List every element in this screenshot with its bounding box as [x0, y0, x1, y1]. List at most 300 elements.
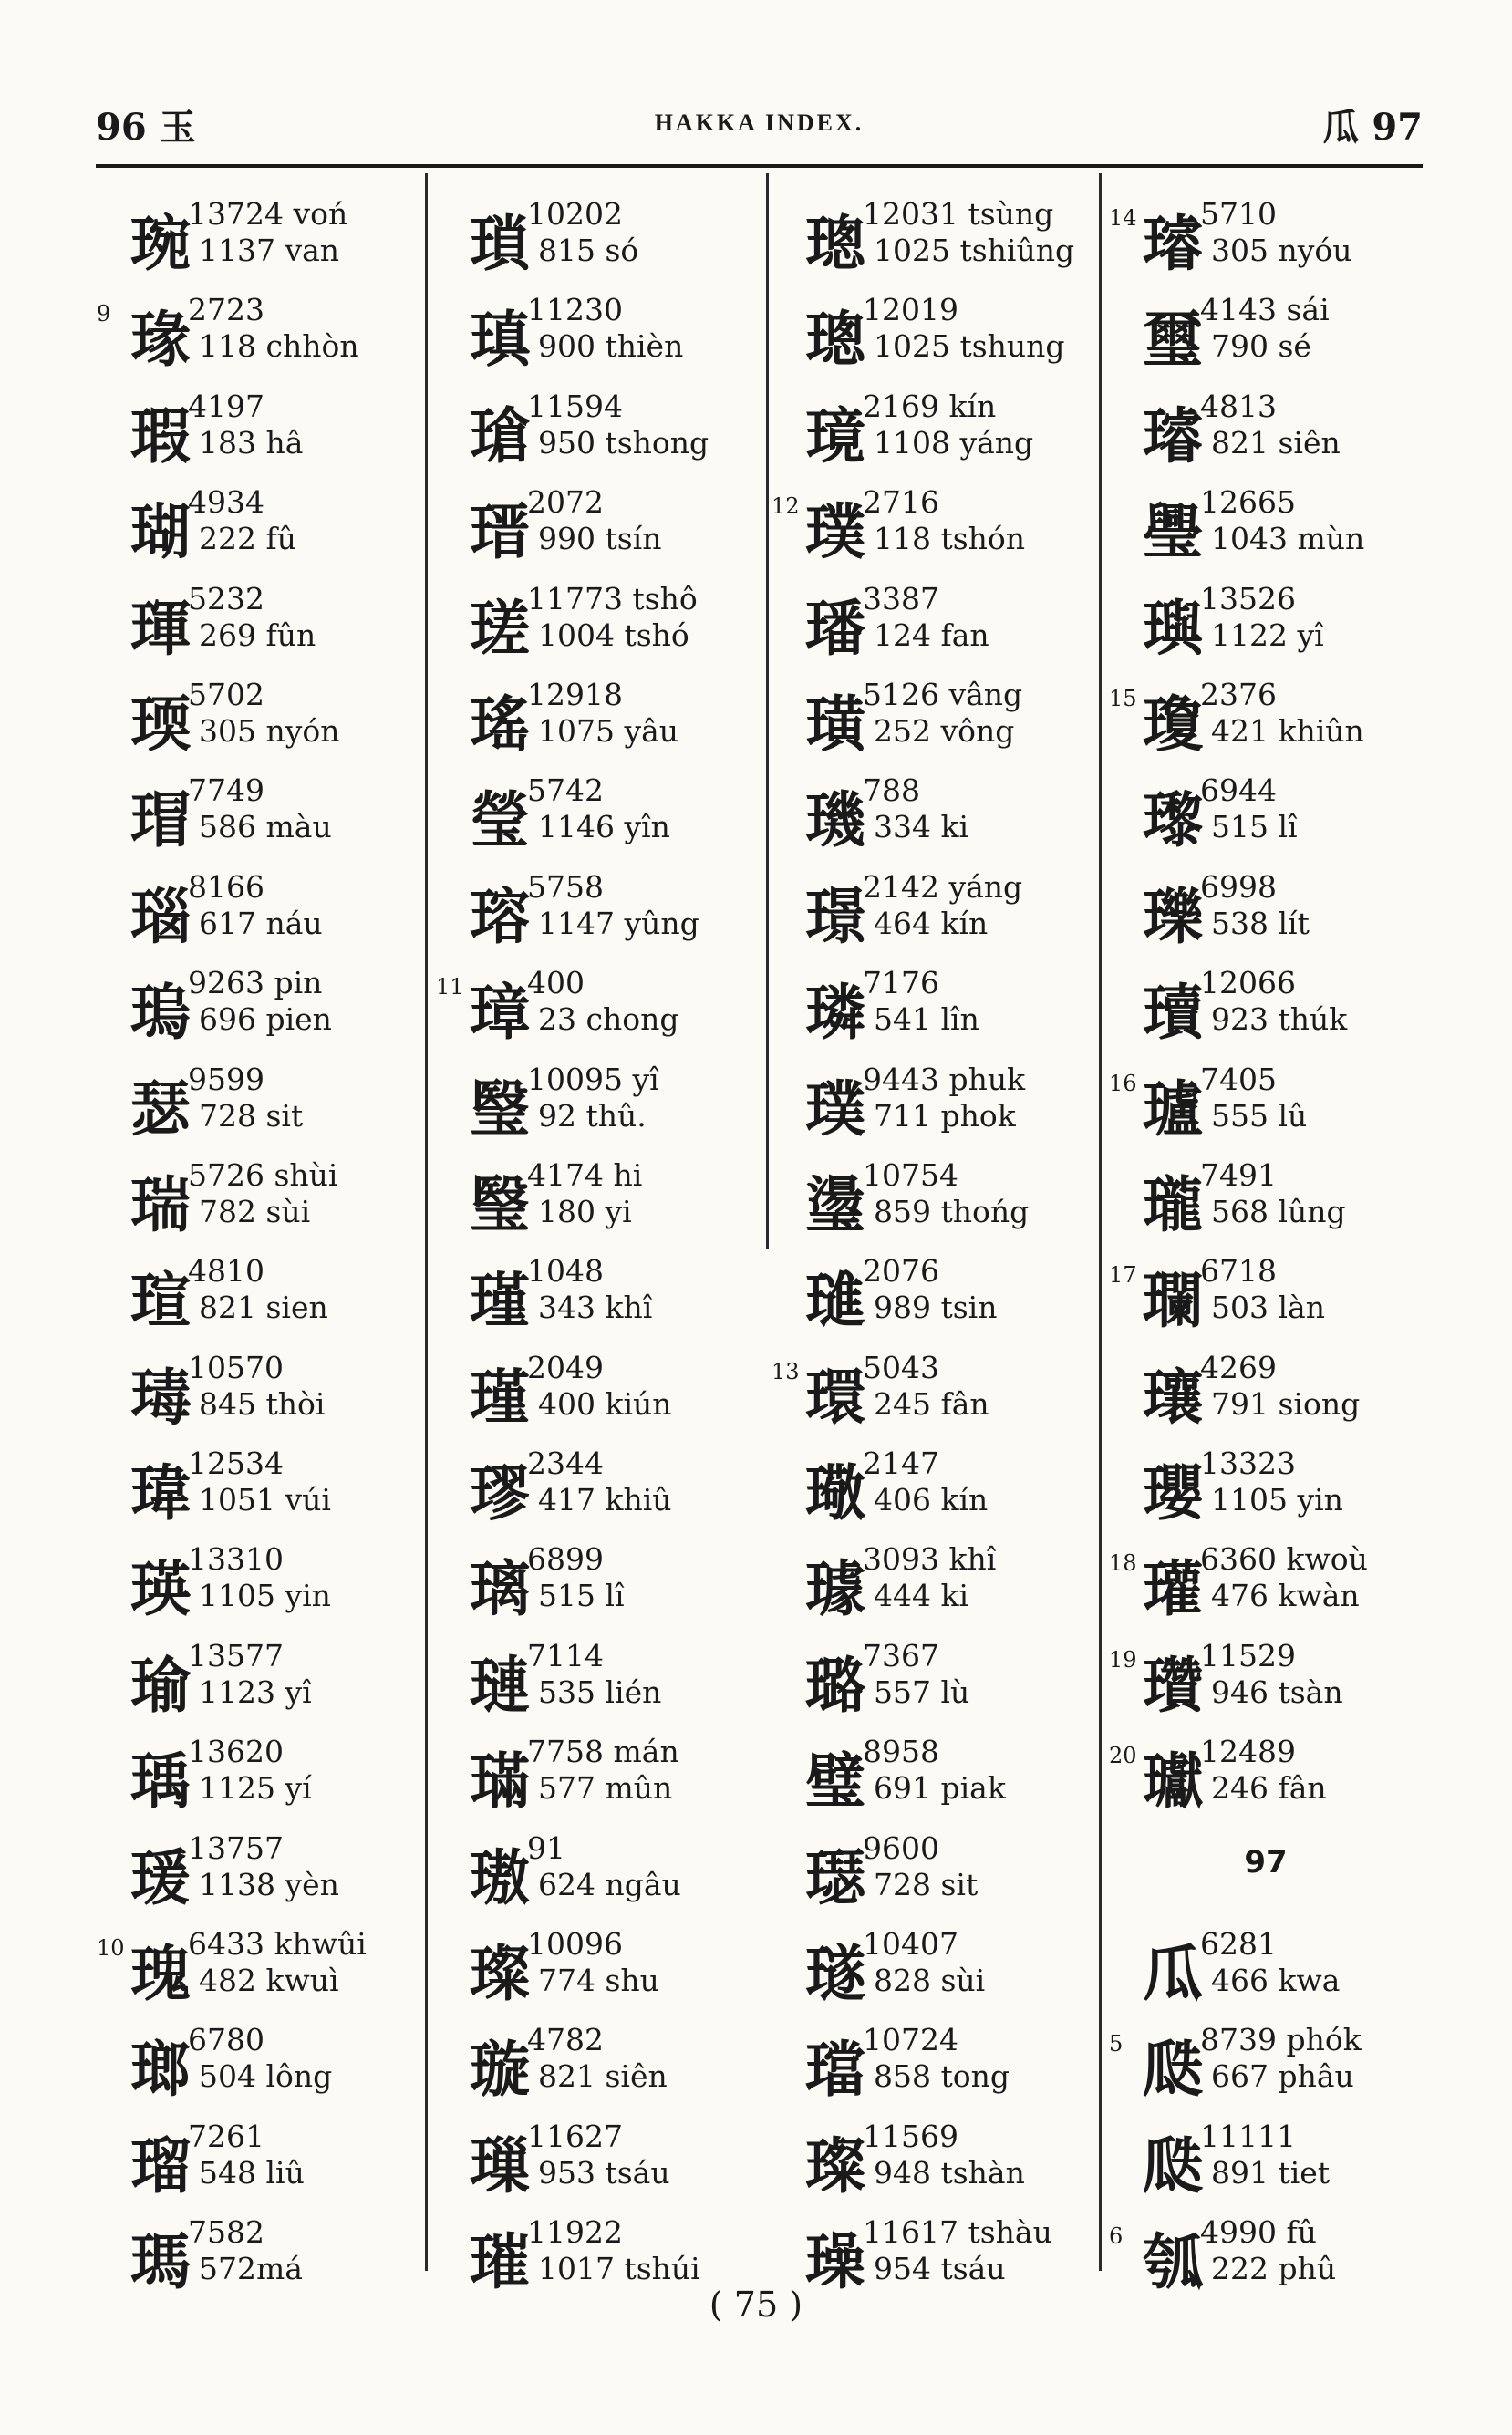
index-entry — [773, 1148, 1093, 1244]
entry-line-2: 466 kwa — [1211, 1963, 1341, 1999]
character: 琿 — [130, 593, 191, 664]
character: 璄 — [805, 400, 865, 471]
index-entry — [98, 1244, 418, 1340]
character: 瑾 — [470, 1266, 530, 1337]
entry-line-2: 183 hâ — [199, 424, 304, 461]
entry-line-1: 12031 tsùng — [863, 196, 1054, 232]
entry-line-1: 13577 — [188, 1637, 284, 1673]
entry-line-2: 858 tong — [874, 2058, 1010, 2095]
index-entry — [773, 2109, 1093, 2205]
entry-line-1: 11922 — [527, 2214, 623, 2251]
index-entry — [773, 763, 1093, 859]
entry-line-2: 180 yi — [538, 1193, 632, 1229]
index-entry — [438, 668, 757, 763]
character: 璁 — [805, 209, 865, 279]
entry-line-2: 334 ki — [874, 809, 969, 845]
entry-line-1: 2376 — [1200, 676, 1277, 712]
entry-line-2: 568 lûng — [1211, 1193, 1346, 1229]
entry-line-1: 10570 — [188, 1349, 284, 1385]
entry-line-2: 92 thû. — [538, 1097, 647, 1134]
character: 瑩 — [470, 785, 530, 856]
stroke-count: 5 — [1109, 2031, 1124, 2057]
entry-line-1: 13323 — [1200, 1445, 1296, 1482]
header-rule — [96, 164, 1423, 168]
entry-line-1: 2142 yáng — [863, 868, 1023, 905]
index-entry — [1111, 1532, 1421, 1628]
stroke-count: 15 — [1109, 685, 1137, 711]
page-footer-number: ( 75 ) — [709, 2285, 803, 2325]
entry-line-2: 1125 yí — [199, 1770, 312, 1807]
entry-line-2: 118 tshón — [874, 521, 1026, 557]
entry-line-1: 9263 pin — [188, 965, 323, 1001]
character: 璿 — [1143, 209, 1203, 279]
entry-line-1: 7749 — [188, 772, 264, 809]
index-entry — [773, 283, 1093, 378]
index-column — [98, 187, 418, 2302]
character: 璃 — [470, 1554, 530, 1625]
index-entry — [773, 1341, 1093, 1436]
index-entry — [1111, 187, 1421, 283]
entry-line-1: 6899 — [527, 1541, 604, 1578]
character: 瑄 — [130, 1266, 191, 1337]
character: 瑛 — [130, 1554, 191, 1625]
entry-line-1: 5126 vâng — [863, 676, 1023, 712]
index-entry — [1111, 1148, 1421, 1244]
entry-line-2: 1051 vúi — [199, 1482, 331, 1518]
entry-line-1: 8739 phók — [1200, 2022, 1362, 2058]
stroke-count: 12 — [772, 493, 800, 520]
stroke-count: 14 — [1109, 205, 1137, 231]
entry-line-2: 400 kiún — [538, 1385, 672, 1422]
entry-line-1: 6281 — [1200, 1926, 1277, 1963]
index-entry — [98, 1436, 418, 1532]
entry-line-1: 11594 — [527, 388, 623, 424]
index-entry — [438, 2109, 757, 2205]
entry-line-1: 12918 — [527, 676, 623, 712]
index-entry — [438, 1148, 757, 1244]
entry-line-2: 577 mûn — [538, 1770, 673, 1807]
entry-line-1: 4269 — [1200, 1349, 1277, 1385]
entry-line-1: 3093 khî — [863, 1541, 997, 1578]
entry-line-2: 444 ki — [874, 1578, 969, 1614]
entry-line-2: 222 fû — [199, 521, 296, 557]
entry-line-1: 12534 — [188, 1445, 284, 1482]
entry-line-1: 400 — [527, 965, 585, 1001]
index-entry — [438, 1629, 757, 1725]
index-entry — [773, 379, 1093, 475]
character: 瓖 — [1143, 1362, 1203, 1433]
entry-line-1: 5726 shùi — [188, 1156, 338, 1193]
index-entry — [773, 1052, 1093, 1148]
entry-line-2: 1017 tshúi — [538, 2251, 700, 2287]
character: 瓞 — [1143, 2035, 1203, 2106]
character: 璆 — [470, 1458, 530, 1529]
entry-line-1: 2344 — [527, 1445, 604, 1482]
character: 璀 — [470, 2227, 530, 2298]
index-entry — [98, 1532, 418, 1628]
stroke-count: 6 — [1109, 2223, 1124, 2250]
entry-line-2: 1105 yin — [199, 1578, 331, 1614]
entry-line-1: 4810 — [188, 1253, 264, 1290]
entry-line-1: 10096 — [527, 1926, 623, 1963]
character: 璅 — [470, 2130, 530, 2202]
entry-line-2: 504 lông — [199, 2058, 333, 2095]
header-left-page-number: 96 玉 — [96, 106, 196, 149]
character: 瑿 — [470, 1073, 530, 1145]
index-entry — [98, 1052, 418, 1148]
character: 璽 — [1143, 305, 1203, 376]
entry-line-1: 6944 — [1200, 772, 1277, 809]
entry-line-1: 12066 — [1200, 965, 1296, 1001]
entry-line-1: 788 — [863, 772, 920, 809]
index-entry — [1111, 1341, 1421, 1436]
index-entry — [438, 283, 757, 378]
entry-line-1: 5758 — [527, 868, 604, 905]
character: 璐 — [805, 1650, 865, 1721]
character: 瑿 — [470, 1169, 530, 1240]
entry-line-2: 1123 yî — [199, 1673, 312, 1710]
character: 璞 — [805, 497, 865, 568]
entry-line-1: 4813 — [1200, 388, 1277, 424]
index-entry — [438, 2013, 757, 2109]
character: 瓞 — [1143, 2130, 1203, 2202]
character: 瑙 — [130, 881, 191, 952]
index-entry — [438, 1725, 757, 1820]
entry-line-2: 1075 yâu — [538, 712, 679, 749]
character: 瑦 — [130, 978, 191, 1049]
entry-line-2: 222 phû — [1211, 2251, 1337, 2287]
character: 瑀 — [130, 1746, 191, 1818]
entry-line-1: 1048 — [527, 1253, 604, 1290]
entry-line-2: 782 sùi — [199, 1193, 311, 1229]
character: 瓊 — [1143, 689, 1203, 760]
entry-line-1: 4990 fû — [1200, 2214, 1317, 2251]
character: 璺 — [1143, 497, 1203, 568]
entry-line-1: 13526 — [1200, 580, 1296, 617]
character: 璈 — [470, 1842, 530, 1913]
entry-line-1: 2147 — [863, 1445, 939, 1482]
character: 環 — [805, 1362, 865, 1433]
index-entry — [98, 1917, 418, 2013]
entry-line-2: 696 pien — [199, 1001, 332, 1038]
entry-line-1: 4143 sái — [1200, 292, 1330, 328]
character: 瑕 — [130, 400, 191, 471]
entry-line-1: 5043 — [863, 1349, 939, 1385]
entry-line-2: 821 sien — [199, 1290, 328, 1326]
index-entry — [1111, 668, 1421, 763]
entry-line-2: 572má — [199, 2251, 303, 2287]
index-entry — [773, 475, 1093, 571]
character: 瓅 — [1143, 881, 1203, 952]
entry-line-2: 118 chhòn — [199, 328, 359, 365]
entry-line-1: 9443 phuk — [863, 1061, 1026, 1097]
character: 瑾 — [470, 1362, 530, 1433]
character: 瑲 — [470, 400, 530, 471]
index-entry — [1111, 1917, 1421, 2013]
header-right-page-number: 瓜 97 — [1322, 106, 1423, 149]
character: 璩 — [805, 1554, 865, 1625]
entry-line-1: 7176 — [863, 965, 939, 1001]
entry-line-1: 11111 — [1200, 2118, 1296, 2154]
character: 瓐 — [1143, 1073, 1203, 1145]
entry-line-1: 2723 — [188, 292, 264, 328]
entry-line-2: 586 màu — [199, 809, 332, 845]
character: 瑚 — [130, 497, 191, 568]
entry-line-1: 91 — [527, 1829, 565, 1866]
character: 琬 — [130, 209, 191, 279]
entry-line-1: 2169 kín — [863, 388, 997, 424]
character: 璘 — [805, 978, 865, 1049]
character: 璨 — [805, 2130, 865, 2202]
radical-section-heading: 97 — [1244, 1843, 1288, 1881]
entry-line-2: 245 fân — [874, 1385, 989, 1422]
character: 瑠 — [130, 2130, 191, 2202]
entry-line-2: 1146 yîn — [538, 809, 670, 845]
column-divider — [766, 173, 769, 1249]
character: 瓓 — [1143, 1266, 1203, 1337]
entry-line-2: 859 thońg — [874, 1193, 1030, 1229]
index-entry — [438, 1341, 757, 1436]
character: 瑗 — [130, 1842, 191, 1913]
entry-line-2: 1137 van — [199, 233, 340, 268]
character: 璿 — [1143, 400, 1203, 471]
character: 瑢 — [470, 881, 530, 952]
entry-line-1: 12489 — [1200, 1734, 1296, 1770]
stroke-count: 11 — [436, 974, 464, 1000]
entry-line-2: 923 thúk — [1211, 1001, 1348, 1038]
column-divider — [425, 173, 428, 2271]
entry-line-1: 11617 tshàu — [863, 2214, 1052, 2251]
character: 璨 — [470, 1939, 530, 2010]
character: 璵 — [1143, 593, 1203, 664]
entry-line-2: 555 lû — [1211, 1097, 1308, 1134]
entry-line-1: 10095 yî — [527, 1061, 659, 1097]
entry-line-2: 541 lîn — [874, 1001, 979, 1038]
character: 瑨 — [470, 497, 530, 568]
character: 璗 — [805, 1169, 865, 1240]
index-entry — [773, 2013, 1093, 2109]
entry-line-2: 990 tsín — [538, 521, 662, 557]
character: 瑯 — [130, 2035, 191, 2106]
entry-line-2: 305 nyóu — [1211, 233, 1352, 268]
entry-line-1: 13310 — [188, 1541, 284, 1578]
character: 瓠 — [1143, 2227, 1203, 2298]
entry-line-1: 7758 mán — [527, 1734, 679, 1770]
index-entry — [98, 1821, 418, 1917]
index-entry — [773, 572, 1093, 668]
index-entry — [98, 1341, 418, 1436]
index-entry — [98, 572, 418, 668]
entry-line-1: 3387 — [863, 580, 939, 617]
character: 璡 — [805, 1266, 865, 1337]
character: 瑣 — [470, 209, 530, 279]
entry-line-1: 7491 — [1200, 1156, 1277, 1193]
entry-line-2: 1025 tshung — [874, 328, 1065, 365]
entry-line-1: 7367 — [863, 1637, 939, 1673]
character: 瓜 — [1143, 1939, 1203, 2010]
entry-line-2: 252 vông — [874, 712, 1015, 749]
character: 璞 — [805, 1073, 865, 1145]
index-entry — [1111, 1052, 1421, 1148]
index-entry — [438, 572, 757, 668]
entry-line-2: 667 phâu — [1211, 2058, 1354, 2095]
entry-line-1: 11529 — [1200, 1637, 1296, 1673]
entry-line-1: 11773 tshô — [527, 580, 698, 617]
index-entry — [98, 475, 418, 571]
index-entry — [438, 187, 757, 283]
entry-line-2: 821 siên — [538, 2058, 668, 2095]
entry-line-1: 5702 — [188, 676, 264, 712]
character: 瓛 — [1143, 1746, 1203, 1818]
entry-line-2: 464 kín — [874, 905, 989, 941]
entry-line-1: 6433 khwûi — [188, 1926, 367, 1963]
entry-line-1: 10754 — [863, 1156, 958, 1193]
entry-line-2: 900 thièn — [538, 328, 684, 365]
index-entry — [98, 860, 418, 956]
entry-line-1: 13724 voń — [188, 196, 348, 232]
entry-line-2: 406 kín — [874, 1482, 989, 1518]
character: 瑁 — [130, 785, 191, 856]
entry-line-1: 6998 — [1200, 868, 1277, 905]
index-entry — [438, 956, 757, 1052]
index-entry — [98, 763, 418, 859]
index-entry — [773, 1629, 1093, 1725]
character: 璟 — [805, 881, 865, 952]
entry-line-2: 624 ngâu — [538, 1866, 681, 1902]
index-entry — [438, 763, 757, 859]
index-entry — [438, 475, 757, 571]
character: 璥 — [805, 1458, 865, 1529]
index-entry — [1111, 475, 1421, 571]
index-entry — [98, 379, 418, 475]
character: 璱 — [805, 1842, 865, 1913]
stroke-count: 10 — [97, 1935, 125, 1962]
entry-line-1: 6360 kwoù — [1200, 1541, 1368, 1578]
entry-line-2: 821 siên — [1211, 424, 1341, 461]
character: 璇 — [470, 2035, 530, 2106]
stroke-count: 17 — [1109, 1262, 1137, 1289]
entry-line-1: 10202 — [527, 196, 623, 232]
entry-line-2: 950 tshong — [538, 424, 709, 461]
page-header — [96, 98, 1423, 153]
entry-line-1: 5710 — [1200, 196, 1277, 232]
entry-line-2: 476 kwàn — [1211, 1578, 1360, 1614]
column-divider — [1099, 173, 1102, 2271]
entry-line-1: 4174 hi — [527, 1156, 643, 1193]
index-entry — [98, 668, 418, 763]
index-entry — [773, 1244, 1093, 1340]
index-entry — [98, 187, 418, 283]
index-entry — [98, 956, 418, 1052]
character: 瑋 — [130, 1458, 191, 1529]
character: 瑜 — [130, 1650, 191, 1721]
entry-line-2: 790 sé — [1211, 328, 1311, 365]
entry-line-2: 1108 yáng — [874, 424, 1034, 461]
index-entry — [438, 1052, 757, 1148]
index-entry — [1111, 860, 1421, 956]
entry-line-2: 503 làn — [1211, 1290, 1325, 1326]
entry-line-2: 791 siong — [1211, 1385, 1361, 1422]
entry-line-2: 548 liû — [199, 2154, 305, 2191]
character: 璫 — [805, 2035, 865, 2106]
entry-line-2: 535 lién — [538, 1673, 662, 1710]
character: 瓘 — [1143, 1554, 1203, 1625]
character: 瓄 — [1143, 978, 1203, 1049]
character: 瑑 — [130, 305, 191, 376]
index-entry — [773, 1436, 1093, 1532]
entry-line-1: 8958 — [863, 1734, 939, 1770]
entry-line-1: 5742 — [527, 772, 604, 809]
entry-line-1: 11569 — [863, 2118, 958, 2154]
character: 瓔 — [1143, 1458, 1203, 1529]
entry-line-2: 1147 yûng — [538, 905, 699, 941]
entry-line-2: 417 khiû — [538, 1482, 672, 1518]
index-entry — [1111, 1244, 1421, 1340]
index-entry — [98, 1629, 418, 1725]
index-entry — [98, 1148, 418, 1244]
character: 瓏 — [1143, 1169, 1203, 1240]
entry-line-1: 6780 — [188, 2022, 264, 2058]
entry-line-2: 954 tsáu — [874, 2251, 1006, 2287]
entry-line-2: 891 tiet — [1211, 2154, 1331, 2191]
entry-line-2: 728 sit — [199, 1097, 304, 1134]
entry-line-2: 23 chong — [538, 1001, 679, 1038]
index-entry — [438, 1532, 757, 1628]
stroke-count: 20 — [1109, 1743, 1137, 1769]
character: 璧 — [805, 1746, 865, 1818]
index-column — [773, 187, 1093, 2302]
entry-line-1: 4782 — [527, 2022, 604, 2058]
index-entry — [773, 1725, 1093, 1820]
entry-line-1: 8166 — [188, 868, 264, 905]
index-entry — [438, 1244, 757, 1340]
index-column — [1111, 187, 1421, 2302]
entry-line-1: 5232 — [188, 580, 264, 617]
index-entry — [438, 860, 757, 956]
header-title: HAKKA INDEX. — [654, 109, 865, 136]
index-entry — [1111, 956, 1421, 1052]
entry-line-2: 1105 yin — [1211, 1482, 1343, 1518]
character: 瓈 — [1143, 785, 1203, 856]
entry-line-2: 728 sit — [874, 1866, 979, 1902]
entry-line-2: 305 nyón — [199, 712, 340, 749]
index-entry — [1111, 572, 1421, 668]
character: 瑌 — [130, 689, 191, 760]
entry-line-1: 4934 — [188, 484, 264, 521]
entry-line-1: 2049 — [527, 1349, 604, 1385]
index-entry — [1111, 763, 1421, 859]
index-entry — [98, 2013, 418, 2109]
entry-line-2: 828 sùi — [874, 1963, 986, 1999]
stroke-count: 19 — [1109, 1646, 1137, 1673]
index-entry — [98, 2109, 418, 2205]
entry-line-1: 9600 — [863, 1829, 939, 1866]
index-entry — [1111, 283, 1421, 378]
character: 瑇 — [130, 1362, 191, 1433]
index-entry — [773, 1917, 1093, 2013]
entry-line-2: 538 lít — [1211, 905, 1310, 941]
entry-line-1: 2076 — [863, 1253, 939, 1290]
character: 瑤 — [470, 689, 530, 760]
character: 瑪 — [130, 2227, 191, 2298]
stroke-count: 13 — [772, 1358, 800, 1384]
entry-line-2: 246 fân — [1211, 1770, 1327, 1807]
stroke-count: 16 — [1109, 1070, 1137, 1096]
character: 璁 — [805, 305, 865, 376]
index-entry — [773, 187, 1093, 283]
entry-line-1: 13757 — [188, 1829, 284, 1866]
index-entry — [773, 1532, 1093, 1628]
